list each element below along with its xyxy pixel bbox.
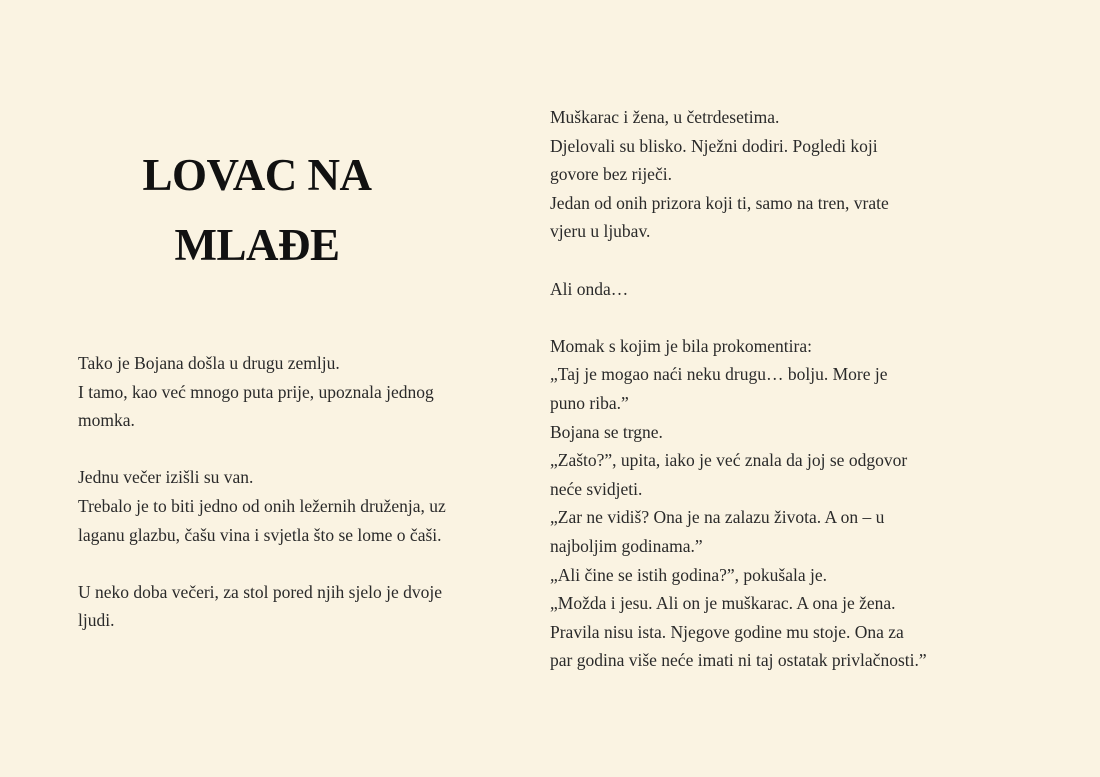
paragraph-gap	[550, 303, 927, 332]
text-line: Jedan od onih prizora koji ti, samo na tren, vrate	[550, 192, 889, 213]
page-title	[82, 140, 432, 280]
paragraph	[78, 578, 446, 635]
paragraph	[550, 103, 927, 246]
text-line: Bojana se trgne.	[550, 421, 663, 442]
text-line: Jednu večer izišli su van.	[78, 467, 254, 488]
text-line: „Ali čine se istih godina?”, pokušala je.	[550, 564, 828, 585]
text-line: Djelovali su blisko. Nježni dodiri. Pogledi koji	[550, 135, 878, 156]
text-line: „Taj je mogao naći neku drugu… bolju. More je	[550, 364, 888, 385]
text-line: „Zar ne vidiš? Ona je na zalazu života. A on – u	[550, 507, 885, 528]
text-line: govore bez riječi.	[550, 164, 672, 185]
paragraph	[78, 349, 446, 435]
left-column-text	[78, 349, 446, 635]
text-line: vjeru u ljubav.	[550, 221, 651, 242]
text-line: najboljim godinama.”	[550, 535, 703, 556]
text-line: Ali onda…	[550, 278, 629, 299]
paragraph-gap	[78, 435, 446, 464]
paragraph-gap	[78, 549, 446, 578]
title-line: MLAĐE	[174, 220, 340, 270]
text-line: neće svidjeti.	[550, 478, 643, 499]
text-line: laganu glazbu, čašu vina i svjetla što se lome o čaši.	[78, 524, 442, 545]
text-line: ljudi.	[78, 610, 115, 631]
title-line: LOVAC NA	[142, 150, 372, 200]
text-line: par godina više neće imati ni taj ostatak privlačnosti.”	[550, 650, 927, 671]
paragraph-gap	[550, 246, 927, 275]
text-line: U neko doba večeri, za stol pored njih sjelo je dvoje	[78, 581, 442, 602]
text-line: Momak s kojim je bila prokomentira:	[550, 335, 812, 356]
right-column-text	[550, 103, 927, 675]
text-line: Pravila nisu ista. Njegove godine mu stoje. Ona za	[550, 621, 904, 642]
paragraph	[550, 332, 927, 675]
paragraph	[78, 463, 446, 549]
text-line: momka.	[78, 410, 135, 431]
text-line: „Možda i jesu. Ali on je muškarac. A ona je žena.	[550, 593, 896, 614]
text-line: Trebalo je to biti jedno od onih ležernih druženja, uz	[78, 495, 446, 516]
text-line: Muškarac i žena, u četrdesetima.	[550, 107, 780, 127]
text-line: I tamo, kao već mnogo puta prije, upoznala jednog	[78, 381, 434, 402]
text-line: puno riba.”	[550, 392, 629, 413]
text-line: „Zašto?”, upita, iako je već znala da joj se odgovor	[550, 450, 908, 471]
paragraph	[550, 275, 927, 304]
text-line: Tako je Bojana došla u drugu zemlju.	[78, 353, 340, 373]
